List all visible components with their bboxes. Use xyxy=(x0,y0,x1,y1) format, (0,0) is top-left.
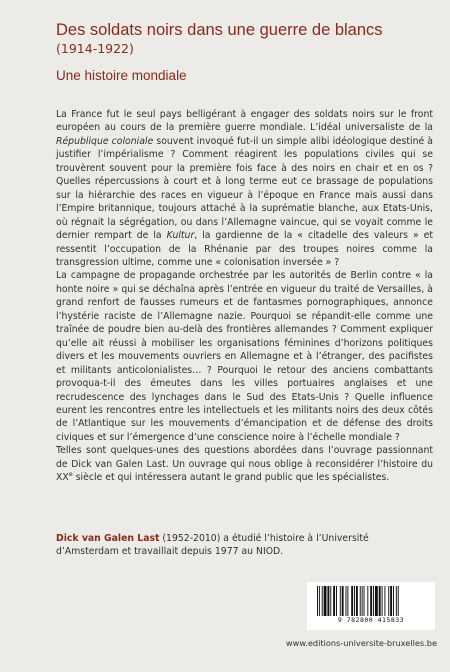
author-bio: (1952-2010) a étudié l’histoire à l’Université d’Amsterdam et travaillait depuis 1977 au NIOD. xyxy=(56,533,369,558)
author-name: Dick van Galen Last xyxy=(56,533,160,544)
book-subtitle: Une histoire mondiale xyxy=(56,68,187,83)
publisher-website: www.editions-universite-bruxelles.be xyxy=(285,638,437,648)
barcode xyxy=(307,582,435,630)
blurb-paragraph-3: Telles sont quelques-unes des questions abordées dans l’ouvrage passionnant de Dick van Galen Last. Un ouvrage qui nous oblige à reconsidérer l’histoire du XXe siècle et qui intéressera autant le grand public que les spécialistes. xyxy=(56,445,433,484)
author-note xyxy=(56,532,433,559)
blurb-paragraph-2: La campagne de propagande orchestrée par les autorités de Berlin contre « la honte noire » qui se déchaîna après l’entrée en vigueur du traité de Versailles, à grand renfort de fausses rumeurs et de fantasmes pornographiques, annonce l’hystérie raciste de l’Allemagne nazie. Pourquoi se répandit-elle comme une traînée de poudre bien au-delà des frontières allemandes ? Comment expliquer qu’elle ait réussi à mobiliser les organisations féminines d’horizons politiques divers et les mouvements ouvriers en Allemagne et à l’étranger, des pacifistes et militants anticolonialistes… ? Pourquoi le retour des anciens combattants provoqua-t-il des émeutes dans les villes portuaires anglaises et une recrudescence des lynchages dans le Sud des Etats-Unis ? Quelle influence eurent les rencontres entre les intellectuels et les militants noirs des deux côtés de l’Atlantique sur les mouvements d’émancipation et de défense des droits civiques et sur l’émergence d’une conscience noire à l’échelle mondiale ? xyxy=(56,270,433,443)
barcode-digits: 9 782800 415833 xyxy=(337,616,405,624)
blurb-paragraph-1: La France fut le seul pays belligérant à engager des soldats noirs sur le front européen au cours de la première guerre mondiale. L’idéal universaliste de la République coloniale souvent invoqué fut-il un simple alibi idéologique destiné à justifier l’impérialisme ? Comment réagirent les populations civiles qui se trouvèrent souvent pour la première fois face à des noirs en chair et en os ? Quelles répercussions à court et à long terme eut ce brassage de populations sur la hiérarchie des races en vigueur à l’époque en France mais aussi dans l’Empire britannique, toujours attaché à la suprématie blanche, aux Etats-Unis, où régnait la ségrégation, ou dans l’Allemagne vaincue, qui se voyait comme le dernier rempart de la Kultur, la gardienne de la « citadelle des valeurs » et ressentit l’occupation de la Rhénanie par des troupes noires comme la transgression ultime, comme une « colonisation inversée » ? xyxy=(56,109,434,268)
blurb xyxy=(56,108,433,485)
book-title: Des soldats noirs dans une guerre de blancs xyxy=(56,21,383,39)
barcode-bars xyxy=(315,586,427,616)
book-dates: (1914-1922) xyxy=(56,41,134,56)
title-block xyxy=(56,20,436,85)
